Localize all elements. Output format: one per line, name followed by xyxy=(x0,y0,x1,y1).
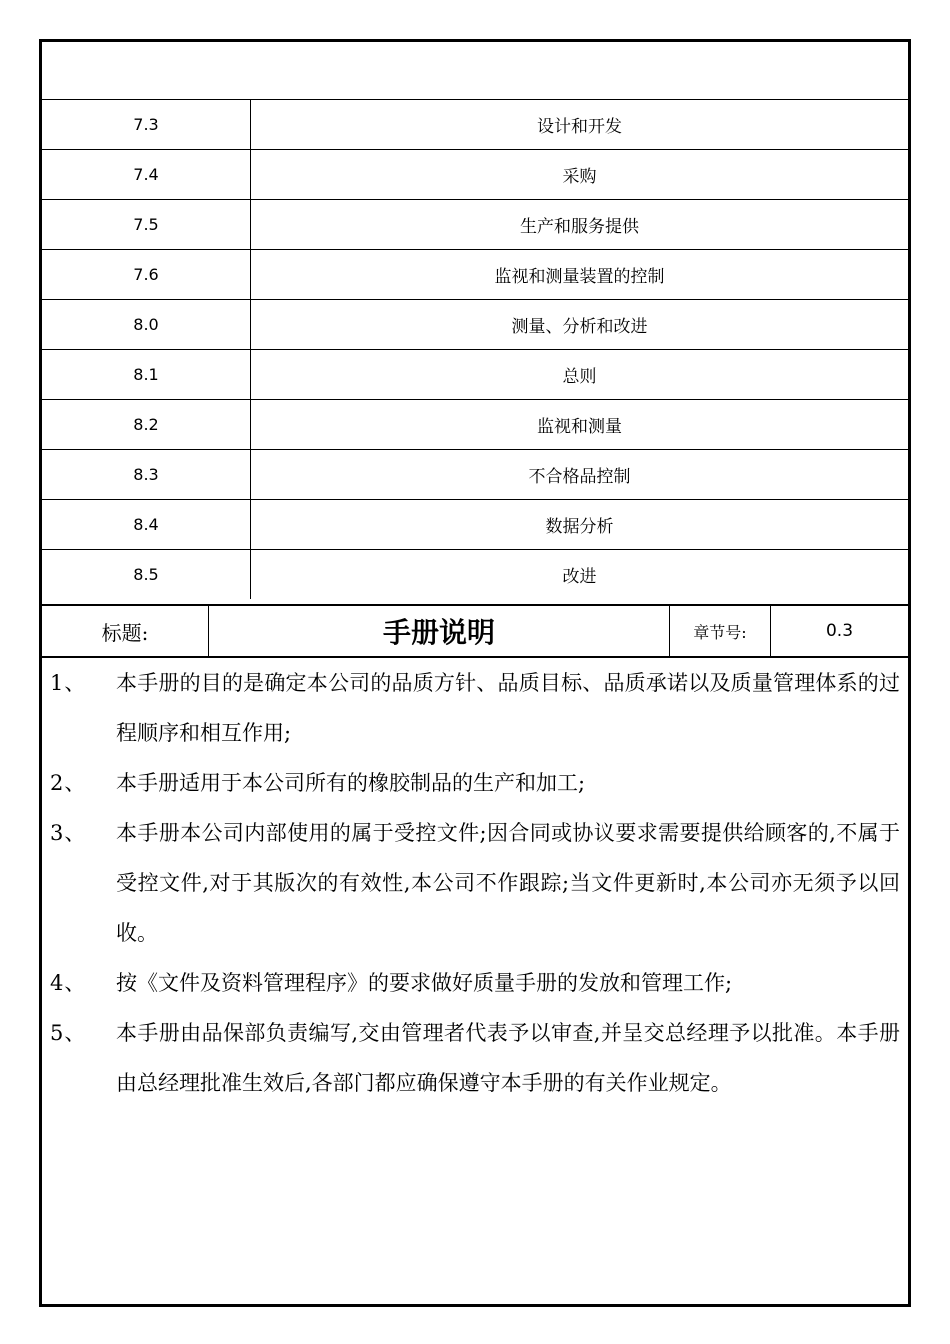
toc-row xyxy=(42,250,908,300)
list-item-number: 1、 xyxy=(50,671,87,695)
toc-row xyxy=(42,200,908,250)
list-item-text: 本手册本公司内部使用的属于受控文件;因合同或协议要求需要提供给顾客的,不属于受控文件,对于其版次的有效性,本公司不作跟踪;当文件更新时,本公司亦无须予以回收。 xyxy=(116,821,900,945)
document-title: 手册说明 xyxy=(209,606,670,656)
list-item xyxy=(42,808,908,958)
toc-section-number: 8.2 xyxy=(42,400,251,450)
list-item xyxy=(42,758,908,808)
toc-section-number: 7.5 xyxy=(42,200,251,250)
toc-section-number: 7.4 xyxy=(42,150,251,200)
chapter-number: 0.3 xyxy=(825,621,854,641)
toc-row xyxy=(42,300,908,350)
toc-section-title: 采购 xyxy=(251,150,909,200)
manual-notes xyxy=(42,658,908,1108)
toc-row xyxy=(42,450,908,500)
list-item-number: 5、 xyxy=(50,1021,87,1045)
toc-section-number: 7.6 xyxy=(42,250,251,300)
toc-section-title: 改进 xyxy=(251,550,909,600)
toc-row xyxy=(42,100,908,150)
toc-section-title: 设计和开发 xyxy=(251,100,909,150)
document-header-row xyxy=(42,604,908,658)
toc-section-number: 8.1 xyxy=(42,350,251,400)
document-frame xyxy=(39,39,911,1307)
list-item-number: 3、 xyxy=(50,821,87,845)
list-item-text: 本手册由品保部负责编写,交由管理者代表予以审查,并呈交总经理予以批准。本手册由总经理批准生效后,各部门都应确保遵守本手册的有关作业规定。 xyxy=(116,1021,900,1095)
toc-section-number: 8.3 xyxy=(42,450,251,500)
list-item-number: 4、 xyxy=(50,971,87,995)
toc-section-number: 7.3 xyxy=(42,100,251,150)
toc-section-title: 不合格品控制 xyxy=(251,450,909,500)
toc-section-title: 数据分析 xyxy=(251,500,909,550)
toc-section-title: 生产和服务提供 xyxy=(251,200,909,250)
chapter-label: 章节号: xyxy=(670,606,771,656)
list-item-text: 本手册适用于本公司所有的橡胶制品的生产和加工; xyxy=(116,771,586,795)
list-item xyxy=(42,658,908,758)
list-item xyxy=(42,958,908,1008)
toc-section-title: 监视和测量装置的控制 xyxy=(251,250,909,300)
toc-row xyxy=(42,550,908,600)
toc-row xyxy=(42,150,908,200)
toc-section-number: 8.4 xyxy=(42,500,251,550)
list-item-text: 本手册的目的是确定本公司的品质方针、品质目标、品质承诺以及质量管理体系的过程顺序和相互作用; xyxy=(116,671,900,745)
toc-section-number: 8.0 xyxy=(42,300,251,350)
toc-section-number: 8.5 xyxy=(42,550,251,600)
list-item-number: 2、 xyxy=(50,771,87,795)
title-label: 标题: xyxy=(42,606,209,656)
toc-section-title: 总则 xyxy=(251,350,909,400)
toc-row xyxy=(42,500,908,550)
toc-section-title: 测量、分析和改进 xyxy=(251,300,909,350)
list-item-text: 按《文件及资料管理程序》的要求做好质量手册的发放和管理工作; xyxy=(116,971,733,995)
toc-section-title: 监视和测量 xyxy=(251,400,909,450)
toc-row xyxy=(42,350,908,400)
toc-table xyxy=(42,99,908,599)
toc-row xyxy=(42,400,908,450)
list-item xyxy=(42,1008,908,1108)
